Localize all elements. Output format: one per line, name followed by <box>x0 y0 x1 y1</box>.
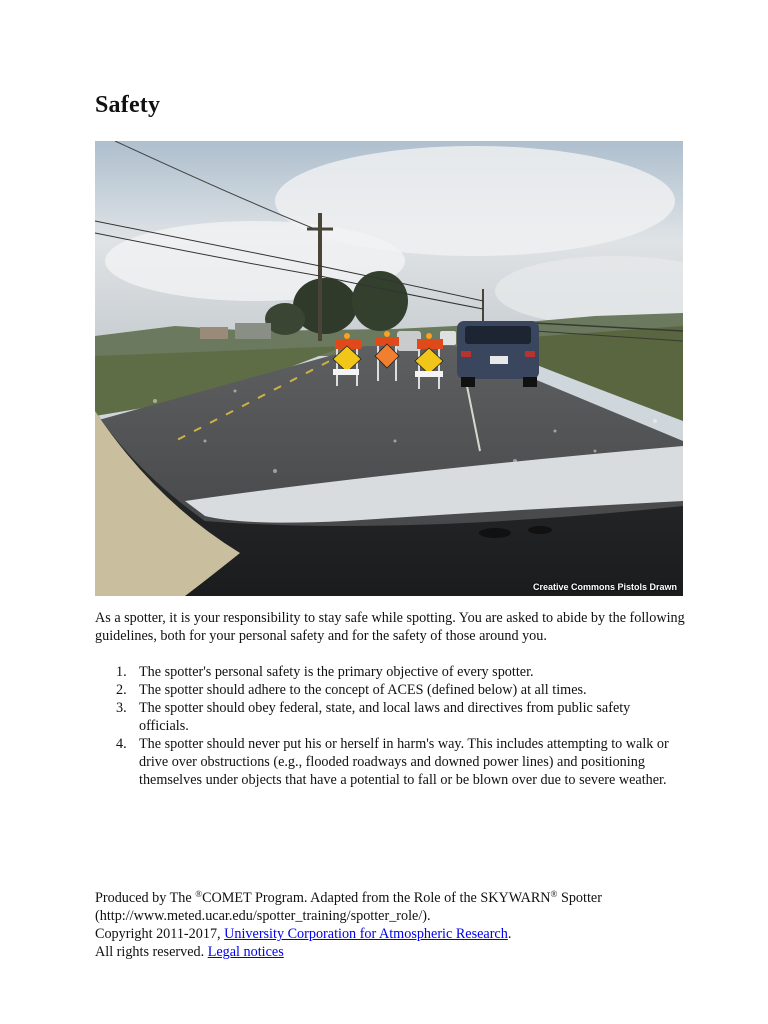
safety-guidelines-list <box>95 663 675 789</box>
list-item-text: The spotter should obey federal, state, and local laws and directives from public safety officials. <box>139 700 631 734</box>
rights-line <box>95 943 695 961</box>
list-item <box>95 735 675 789</box>
produced-program: COMET Program. Adapted from the Role of the SKYWARN <box>202 890 551 906</box>
copyright-line <box>95 925 695 943</box>
registered-mark: ® <box>195 889 203 899</box>
produced-by-line <box>95 889 695 907</box>
list-item <box>95 699 675 735</box>
footer <box>95 889 695 961</box>
produced-suffix: Spotter <box>557 890 602 906</box>
list-item-number: 1. <box>116 664 127 680</box>
intro-paragraph: As a spotter, it is your responsibility to stay safe while spotting. You are asked to abide by the following guidelines, both for your personal safety and for the safety of those around you. <box>95 610 685 644</box>
source-url: (http://www.meted.ucar.edu/spotter_training/spotter_role/). <box>95 908 431 924</box>
list-item-number: 4. <box>116 736 127 752</box>
ucar-link[interactable]: University Corporation for Atmospheric Research <box>224 926 508 942</box>
list-item <box>95 663 675 681</box>
list-item-number: 2. <box>116 682 127 698</box>
list-item-text: The spotter's personal safety is the primary objective of every spotter. <box>139 664 534 680</box>
produced-prefix: Produced by The <box>95 890 196 906</box>
registered-mark: ® <box>550 889 558 899</box>
rights-prefix: All rights reserved. <box>95 944 208 960</box>
road-closure-photo <box>95 141 683 596</box>
copyright-prefix: Copyright 2011-2017, <box>95 926 225 942</box>
windshield-view-illustration <box>95 141 683 596</box>
legal-notices-link[interactable]: Legal notices <box>207 944 284 960</box>
list-item-text: The spotter should adhere to the concept of ACES (defined below) at all times. <box>139 682 587 698</box>
page-title: Safety <box>95 92 161 118</box>
list-item <box>95 681 675 699</box>
copyright-suffix: . <box>507 926 512 942</box>
list-item-number: 3. <box>116 700 127 716</box>
photo-credit: Creative Commons Pistols Drawn <box>532 582 677 592</box>
list-item-text: The spotter should never put his or herself in harm's way. This includes attempting to walk or drive over obstructions (e.g., flooded roadways and downed power lines) and positioning themselves under objects that have a potential to fall or be blown over due to severe weather. <box>139 736 669 788</box>
